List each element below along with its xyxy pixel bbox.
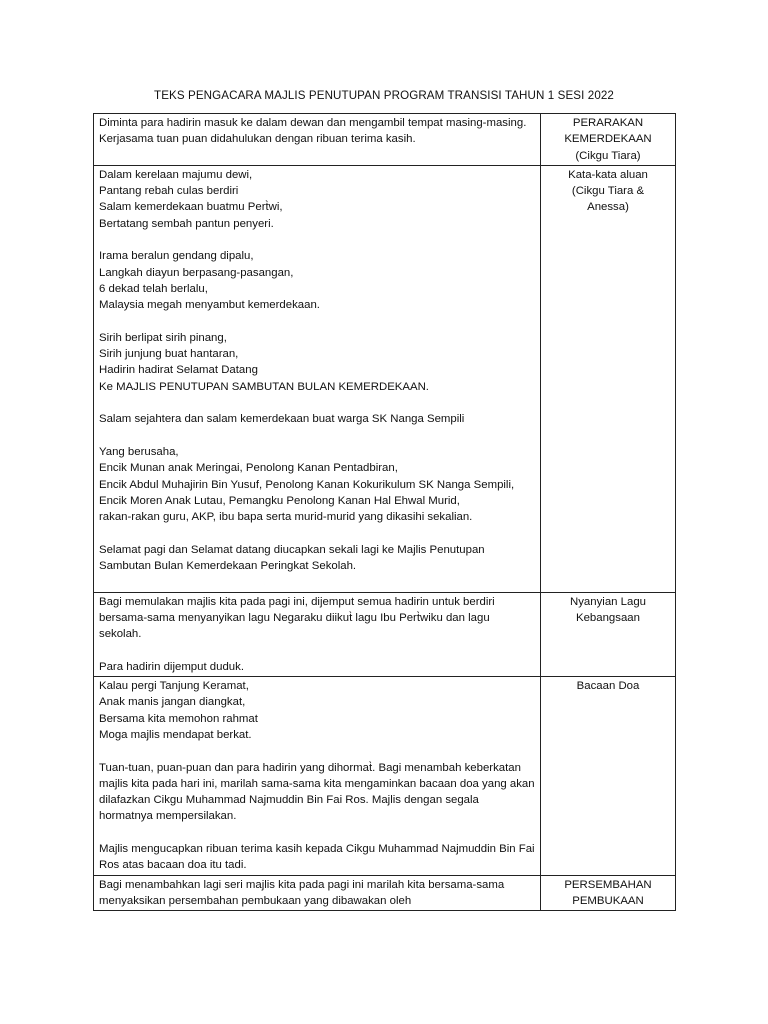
script-text-cell [94, 165, 541, 592]
script-text-cell [94, 875, 541, 911]
pantun-line: Sirih junjung buat hantaran, [99, 348, 239, 361]
pantun-line: Dalam kerelaan majumu dewi, [99, 168, 253, 181]
segment-label: Kebangsaan [576, 611, 640, 624]
emcee-script-table [93, 113, 676, 911]
pantun-stanza [99, 330, 535, 395]
segment-label-cell [541, 875, 676, 911]
pantun-line: Langkah diayun berpasang-pasangan, [99, 266, 294, 279]
guest-list-heading: Yang berusaha, [99, 445, 179, 458]
guest-list [99, 444, 535, 525]
segment-label: PERSEMBAHAN [564, 878, 652, 891]
script-paragraph: Bagi menambahkan lagi seri majlis kita pada pagi ini marilah kita bersama-sama menyaksikan persembahan pembukaan yang dibawakan oleh [99, 878, 505, 907]
table-row [94, 875, 676, 911]
segment-label: (Cikgu Tiara & [571, 185, 645, 198]
script-paragraph: Bagi memulakan majlis kita pada pagi ini, dijemput semua hadirin untuk berdiri bersama-sama menyanyikan lagu Negaraku diikut̀ lagu Ibu Pert̀wiku dan lagu sekolah. [99, 595, 495, 641]
pantun-line: Sirih berlipat sirih pinang, [99, 331, 227, 344]
script-paragraph: Majlis mengucapkan ribuan terima kasih kepada Cikgu Muhammad Najmuddin Bin Fai Ros atas bacaan doa itu tadi. [99, 843, 535, 872]
table-row [94, 592, 676, 676]
segment-label: Anessa) [587, 201, 629, 214]
table-row [94, 165, 676, 592]
segment-label: Nyanyian Lagu [570, 595, 646, 608]
pantun-line: Moga majlis mendapat berkat. [99, 728, 252, 741]
pantun-line: Ke MAJLIS PENUTUPAN SAMBUTAN BULAN KEMERDEKAAN. [99, 380, 429, 393]
welcome-paragraph: Selamat pagi dan Selamat datang diucapkan sekali lagi ke Majlis Penutupan Sambutan Bulan Kemerdekaan Peringkat Sekolah. [99, 543, 485, 573]
guest-entry: Encik Moren Anak Lutau, Pemangku Penolong Kanan Hal Ehwal Murid, [99, 494, 460, 507]
pantun-line: Bertatang sembah pantun penyeri. [99, 217, 274, 230]
segment-label: KEMERDEKAAN [564, 133, 652, 146]
script-text-cell [94, 592, 541, 676]
table-row [94, 677, 676, 876]
pantun-line: Hadirin hadirat Selamat Datang [99, 364, 258, 377]
script-text-cell [94, 677, 541, 876]
segment-label: Kata-kata aluan [568, 168, 648, 181]
segment-label: Bacaan Doa [576, 680, 640, 693]
pantun-stanza [99, 248, 535, 313]
pantun-line: 6 dekad telah berlalu, [99, 282, 208, 295]
guest-entry: Encik Abdul Muhajirin Bin Yusuf, Penolong Kanan Kokurikulum SK Nanga Sempili, [99, 478, 515, 491]
guest-entry: rakan-rakan guru, AKP, ibu bapa serta murid-murid yang dikasihi sekalian. [99, 511, 473, 524]
script-paragraph: Tuan-tuan, puan-puan dan para hadirin yang dihormat̀. Bagi menambah keberkatan majlis kita pada hari ini, marilah sama-sama kita mengaminkan bacaan doa yang akan dilafazkan Cikgu Muhammad Najmuddin Bin Fai Ros. Majlis dengan segala hormatnya mempersilakan. [99, 761, 535, 823]
guest-entry: Encik Munan anak Meringai, Penolong Kanan Pentadbiran, [99, 462, 398, 475]
segment-label-cell [541, 114, 676, 166]
pantun-line: Irama beralun gendang dipalu, [99, 250, 254, 263]
segment-label-cell [541, 677, 676, 876]
pantun-line: Anak manis jangan diangkat, [99, 696, 246, 709]
segment-label-cell [541, 592, 676, 676]
script-text-cell [94, 114, 541, 166]
table-row [94, 114, 676, 166]
salam-line: Salam sejahtera dan salam kemerdekaan buat warga SK Nanga Sempili [99, 413, 465, 426]
segment-label: (Cikgu Tiara) [575, 149, 641, 162]
segment-label: PERARAKAN [572, 117, 644, 129]
segment-label: PEMBUKAAN [572, 894, 644, 907]
script-paragraph: Diminta para hadirin masuk ke dalam dewan dan mengambil tempat masing-masing. Kerjasama tuan puan didahulukan dengan ribuan terima kasih. [99, 117, 527, 146]
pantun-stanza [99, 167, 535, 232]
document-title: TEKS PENGACARA MAJLIS PENUTUPAN PROGRAM TRANSISI TAHUN 1 SESI 2022 [154, 89, 614, 102]
pantun-line: Bersama kita memohon rahmat [99, 712, 258, 725]
pantun-stanza [99, 678, 535, 743]
pantun-line: Kalau pergi Tanjung Keramat, [99, 680, 249, 693]
pantun-line: Pantang rebah culas berdiri [99, 185, 239, 198]
pantun-line: Malaysia megah menyambut kemerdekaan. [99, 299, 320, 312]
pantun-line: Salam kemerdekaan buatmu Pert̀wi, [99, 201, 283, 214]
segment-label-cell [541, 165, 676, 592]
script-paragraph: Para hadirin dijemput duduk. [99, 660, 245, 673]
